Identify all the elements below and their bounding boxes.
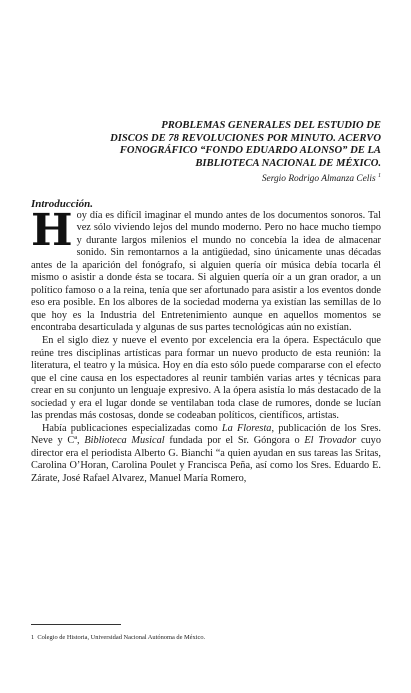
- footnote-marker: 1: [378, 173, 381, 180]
- paragraph-1-text: oy día es difícil imaginar el mundo antes de los documentos sonoros. Tal vez sólo viviendo lejos del mundo moderno. Pero no hace mucho tiempo y durante largos milenios el mundo no concebía la idea de almacenar sonido. Sin remontarnos a la antigüedad, sino únicamente unas décadas antes de la aparición del fonógrafo, si alguien quería oír música debía tocarla él mismo o asistir a donde ésta se tocara. Si alguien quería oír a un gran orador, a un político famoso o a la reina, tenía que ser afortunado para asistir a los eventos donde eso era posible. En los albores de la sociedad moderna ya existían las semillas de lo que hoy es la Industria del Entretenimiento aunque en aquellos momentos se encontraba desarticulada y algunas de sus partes tecnológicas aún no existían.: [31, 209, 381, 334]
- footnote: [31, 628, 381, 642]
- drop-cap: H: [31, 204, 73, 256]
- publication-title: La Floresta: [221, 422, 272, 434]
- paragraph-3: [31, 423, 381, 486]
- paragraph-1: [31, 204, 381, 335]
- author-line: [31, 170, 381, 185]
- paragraph-2: En el siglo diez y nueve el evento por excelencia era la ópera. Espectáculo que reúne tres disciplinas artísticas para formar un nuevo producto de esta reunión: la literatura, el teatro y la música. Hoy en día esto sólo puede compararse con el efecto que el cine causa en los espectadores al reunir también varias artes y técnicas para crear en su conjunto un lenguaje expresivo. A la ópera asistía lo más destacado de la sociedad y era el lugar donde se ventilaban toda clase de rumores, donde se lucían las prendas más costosas, donde se codeaban políticos, científicos, artistas.: [31, 334, 381, 422]
- paragraph-3-part: Había publicaciones especializadas como: [42, 422, 222, 434]
- footnote-rule: [31, 624, 121, 625]
- publication-title: Biblioteca Musical: [84, 435, 165, 447]
- title-line-4: BIBLIOTECA NACIONAL DE MÉXICO.: [195, 157, 381, 169]
- article-body: [31, 204, 381, 486]
- footnote-number: 1: [31, 634, 35, 641]
- publication-title: El Trovador: [304, 435, 357, 447]
- article-title: [31, 120, 381, 170]
- paragraph-3-part: , publicación de los Sres. Neve y Cª,: [31, 422, 381, 447]
- title-line-3: FONOGRÁFICO “FONDO EDUARDO ALONSO” DE LA: [119, 145, 381, 157]
- paragraph-3-part: cuyo director era el periodista Alberto G. Bianchi “a quien ayudan en sus tareas las Sritas, Carolina O’Horan, Carolina Poulet y Francisca Peña, así como los Sres. Eduardo E. Zárate, José Rafael Alvarez, Manuel María Romero,: [31, 435, 381, 484]
- footnote-text: Colegio de Historia, Universidad Nacional Autónoma de México.: [37, 634, 206, 641]
- section-heading: Introducción.: [31, 197, 94, 210]
- title-line-1: PROBLEMAS GENERALES DEL ESTUDIO DE: [161, 120, 381, 131]
- title-line-2: DISCOS DE 78 REVOLUCIONES POR MINUTO. ACERVO: [110, 132, 381, 144]
- paragraph-3-part: fundada por el Sr. Góngora o: [164, 435, 305, 447]
- author-name: Sergio Rodrigo Almanza Celis: [261, 174, 376, 185]
- article-page: [31, 120, 381, 486]
